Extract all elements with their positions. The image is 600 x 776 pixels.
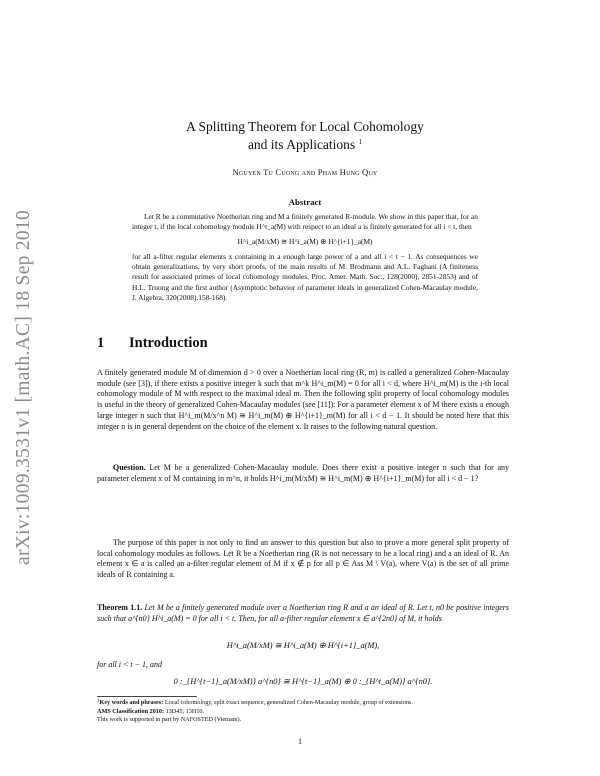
footnote-support: This work is supported in part by NAFOSTED (Vietnam). [97,716,242,724]
footnote-divider [97,696,197,697]
title-line-2: and its Applications $^1$ [247,136,363,152]
intro-paragraph [97,368,509,432]
paper-title [95,119,515,152]
purpose-text: The purpose of this paper is not only to find an answer to this question but also to prove a more general split property of local cohomology modules as follows. Let R be a Noetherian ring (R is not necessary to be a local ring) and a an ideal of R. An element x ∈ a is called an a-filter regular element of M if x ∉ p for all p ∈ Ass M \ V(a), where V(a) is the set of all prime ideals of R containing a. [97,538,509,580]
intro-text: A finitely generated module M of dimension d > 0 over a Noetherian local ring (R, m) is called a generalized Cohen-Macaulay module (see [3]), if there exists a positive integer k such that m^k H^i_m(M) = 0 for all i < d, where H^i_m(M) is the i-th local cohomology module of M with respect to the maximal ideal m. Then the following split property of local cohomology modules is useful in the theory of generalized Cohen-Macaulay modules (see [11]): For a parameter element x of M there exists a enough large integer n such that H^i_m(M/x^n M) ≅ H^i_m(M) ⊕ H^{i+1}_m(M) for all i < d − 1. It should be noted here that this integer n is in general dependent on the choice of the element x. It raises to the following natural question. [97,368,509,431]
section-heading-introduction [97,335,397,352]
author-list: Nguyen Tu Cuong and Pham Hung Quy [232,167,378,177]
section-number: 1 [97,335,105,351]
abstract-intro: Let R be a commutative Noetherian ring and M a finitely generated R-module. We show in this paper that, for an integer t, if the local cohomology module H^t_a(M) with respect to an ideal a is finitely generated for all i < t, then [132,212,478,232]
abstract-body [132,212,478,303]
page-number: 1 [298,737,302,746]
footnotes [97,698,509,725]
question-paragraph [97,463,509,484]
theorem-label: Theorem 1.1. [97,603,143,612]
footnote-ams: AMS Classification 2010: 13D45; 13H10. [97,707,205,715]
theorem-formula-1: H^i_a(M/xM) ≅ H^i_a(M) ⊕ H^{i+1}_a(M), [226,641,380,650]
arxiv-stamp: arXiv:1009.3531v1 [math.AC] 18 Sep 2010 [13,209,34,565]
abstract-conclusion: for all a-filter regular elements x containing in a enough large power of a and all i < t − 1. As consequences we obtain generalizations, by very short proofs, of the main results of M. Brodmann and A.L. Faghani (A finiteness result for associated primes of local cohomology modules, Proc. Amer. Math. Soc., 128(2000), 2851-2853) and of H.L. Truong and the first author (Asymptotic behavior of parameter ideals in generalized Cohen-Macaulay module, J. Algebra, 320(2008),158-168). [132,251,478,303]
title-footnote-mark: 1 [358,137,363,146]
section-title: Introduction [129,335,208,351]
question-label: Question. [113,463,146,472]
theorem-formula-2: 0 :_{H^{t−1}_a(M/xM)} a^{n0} ≅ H^{t−1}_a(M) ⊕ 0 :_{H^t_a(M)} a^{n0}. [173,677,433,686]
theorem-text: Let M be a finitely generated module over a Noetherian ring R and a an ideal of R. Let t, n0 be positive integers such that a^{n0} H^i_a(M) = 0 for all i < t. Then, for all a-filter regular element x ∈ a^{2n0} of M, it holds [97,603,509,623]
purpose-paragraph [97,538,509,581]
theorem-condition: for all i < t − 1, and [97,660,163,669]
abstract-formula: H^i_a(M/xM) ≅ H^i_a(M) ⊕ H^{i+1}_a(M) [237,236,373,246]
footnote-keywords: $^1$Key words and phrases: Local cohomology, split exact sequence, generalized Cohen-Macaulay module, group of extensions. [97,699,413,706]
question-text: Let M be a generalized Cohen-Macaulay module. Does there exist a positive integer n such that for any parameter element x of M containing in m^n, it holds H^i_m(M/xM) ≅ H^i_m(M) ⊕ H^{i+1}_m(M) for all i < d − 1? [97,463,509,483]
abstract-heading: Abstract [288,197,322,207]
theorem-statement [97,603,509,624]
title-line-1: A Splitting Theorem for Local Cohomology [186,119,424,134]
